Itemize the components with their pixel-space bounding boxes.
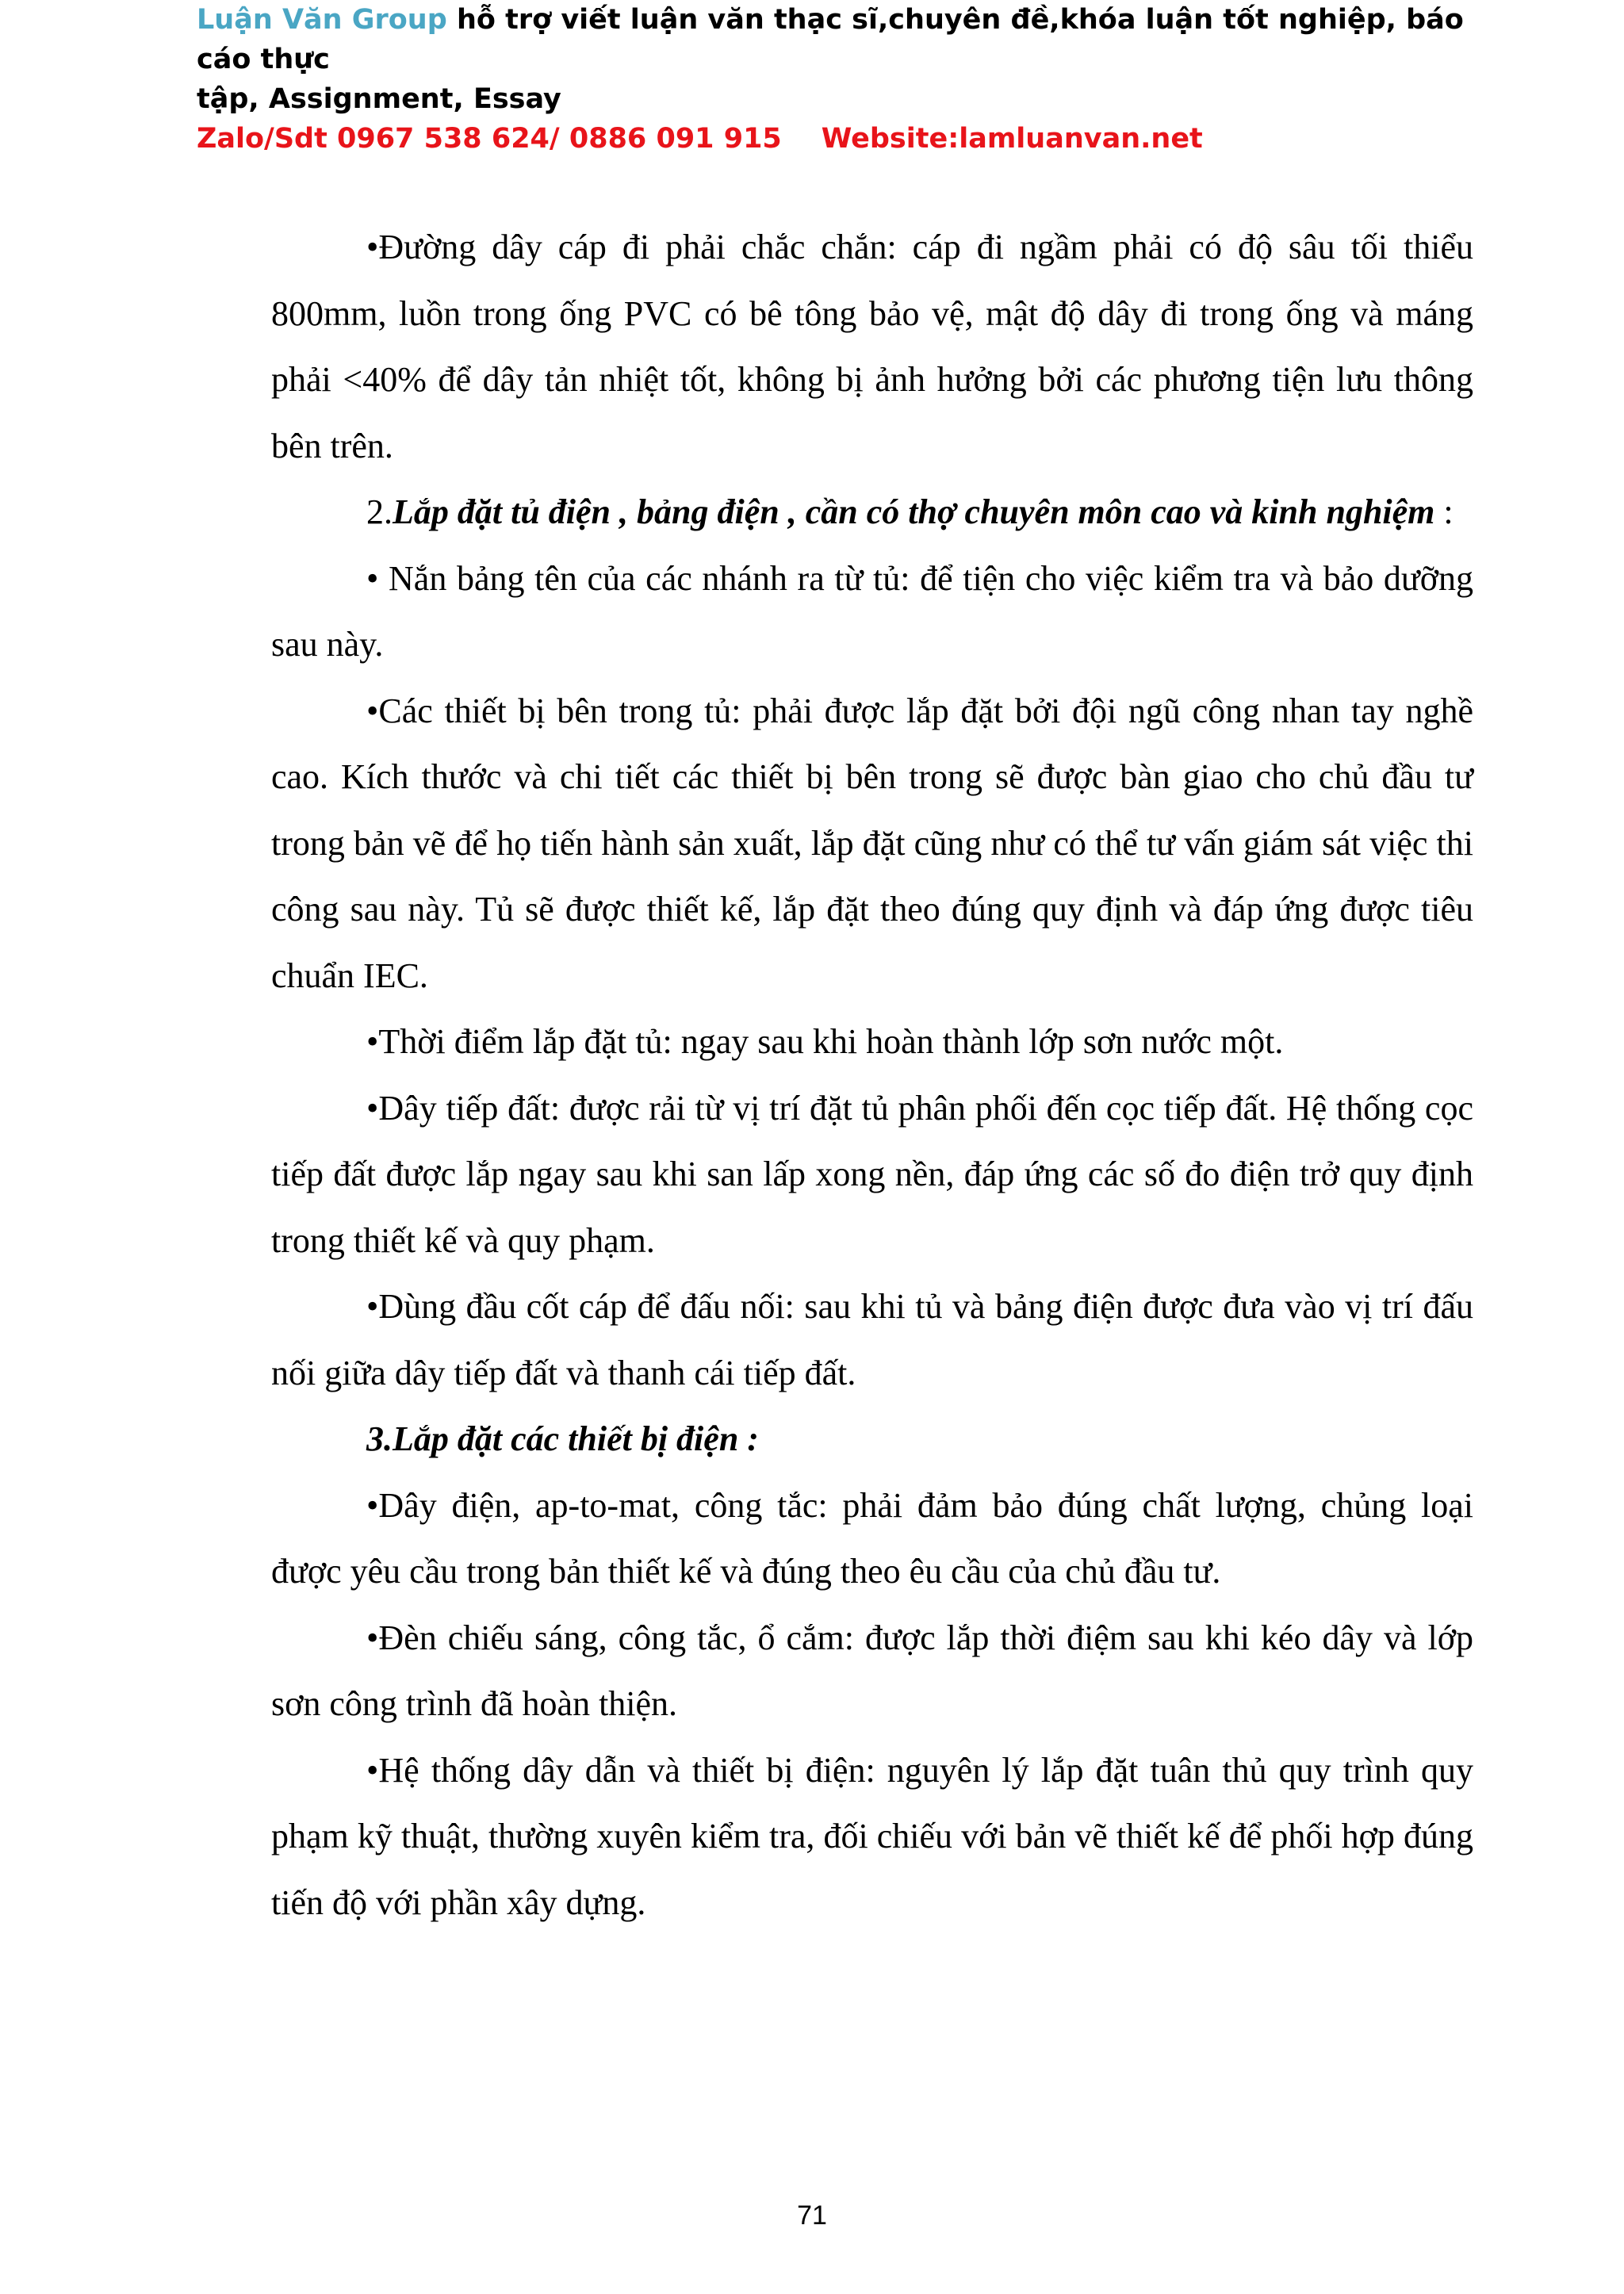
section-heading-3: 3.Lắp đặt các thiết bị điện : — [366, 1419, 759, 1458]
paragraph-wires-breakers: •Dây điện, ap-to-mat, công tắc: phải đảm bảo đúng chất lượng, chủng loại được yêu cầu trong bản thiết kế và đúng theo êu cầu của chủ đầu tư. — [271, 1485, 1473, 1591]
header-services: hỗ trợ viết luận văn thạc sĩ,chuyên đề,khóa luận tốt nghiệp, báo cáo thực — [197, 4, 1464, 75]
paragraph-install-timing: •Thời điểm lắp đặt tủ: ngay sau khi hoàn thành lớp sơn nước một. — [366, 1022, 1284, 1061]
paragraph-cable-routing: •Đường dây cáp đi phải chắc chắn: cáp đi ngầm phải có độ sâu tối thiểu 800mm, luồn trong ống PVC có bê tông bảo vệ, mật độ dây đi trong ống và máng phải <40% để dây tản nhiệt tốt, không bị ảnh hưởng bởi các phương tiện lưu thông bên trên. — [271, 228, 1473, 465]
header-line-2: tập, Assignment, Essay — [197, 83, 561, 115]
brand-name: Luận Văn Group — [197, 4, 447, 36]
heading-text: Lắp đặt tủ điện , bảng điện , cần có thợ chuyên môn cao và kinh nghiệm — [393, 492, 1435, 531]
page-number: 71 — [797, 2200, 827, 2231]
document-body — [271, 214, 1473, 1936]
paragraph-ground-wire: •Dây tiếp đất: được rải từ vị trí đặt tủ phân phối đến cọc tiếp đất. Hệ thống cọc tiếp đất được lắp ngay sau khi san lấp xong nền, đáp ứng các số đo điện trở quy định trong thiết kế và quy phạm. — [271, 1088, 1473, 1260]
paragraph-cabinet-devices: •Các thiết bị bên trong tủ: phải được lắp đặt bởi đội ngũ công nhan tay nghề cao. Kích thước và chi tiết các thiết bị bên trong sẽ được bàn giao cho chủ đầu tư trong bản vẽ để họ tiến hành sản xuất, lắp đặt cũng như có thể tư vấn giám sát việc thi công sau này. Tủ sẽ được thiết kế, lắp đặt theo đúng quy định và đáp ứng được tiêu chuẩn IEC. — [271, 691, 1473, 995]
header-contact: Zalo/Sdt 0967 538 624/ 0886 091 915 — [197, 123, 782, 155]
section-heading-2 — [271, 479, 1473, 546]
heading-number: 2. — [366, 492, 393, 531]
heading-suffix: : — [1434, 492, 1454, 531]
paragraph-wiring-system: •Hệ thống dây dẫn và thiết bị điện: nguyên lý lắp đặt tuân thủ quy trình quy phạm kỹ thuật, thường xuyên kiểm tra, đối chiếu với bản vẽ thiết kế để phối hợp đúng tiến độ với phần xây dựng. — [271, 1750, 1473, 1922]
paragraph-label-branches: • Nắn bảng tên của các nhánh ra từ tủ: để tiện cho việc kiểm tra và bảo dưỡng sau này. — [271, 558, 1473, 664]
header-website: Website:lamluanvan.net — [821, 123, 1203, 155]
paragraph-cable-lugs: •Dùng đầu cốt cáp để đấu nối: sau khi tủ và bảng điện được đưa vào vị trí đấu nối giữa dây tiếp đất và thanh cái tiếp đất. — [271, 1287, 1473, 1392]
header-contact-line — [197, 119, 1465, 159]
page-header — [197, 0, 1465, 159]
header-line-1 — [197, 0, 1465, 79]
paragraph-lighting: •Đèn chiếu sáng, công tắc, ổ cắm: được lắp thời điệm sau khi kéo dây và lớp sơn công trình đã hoàn thiện. — [271, 1618, 1473, 1723]
